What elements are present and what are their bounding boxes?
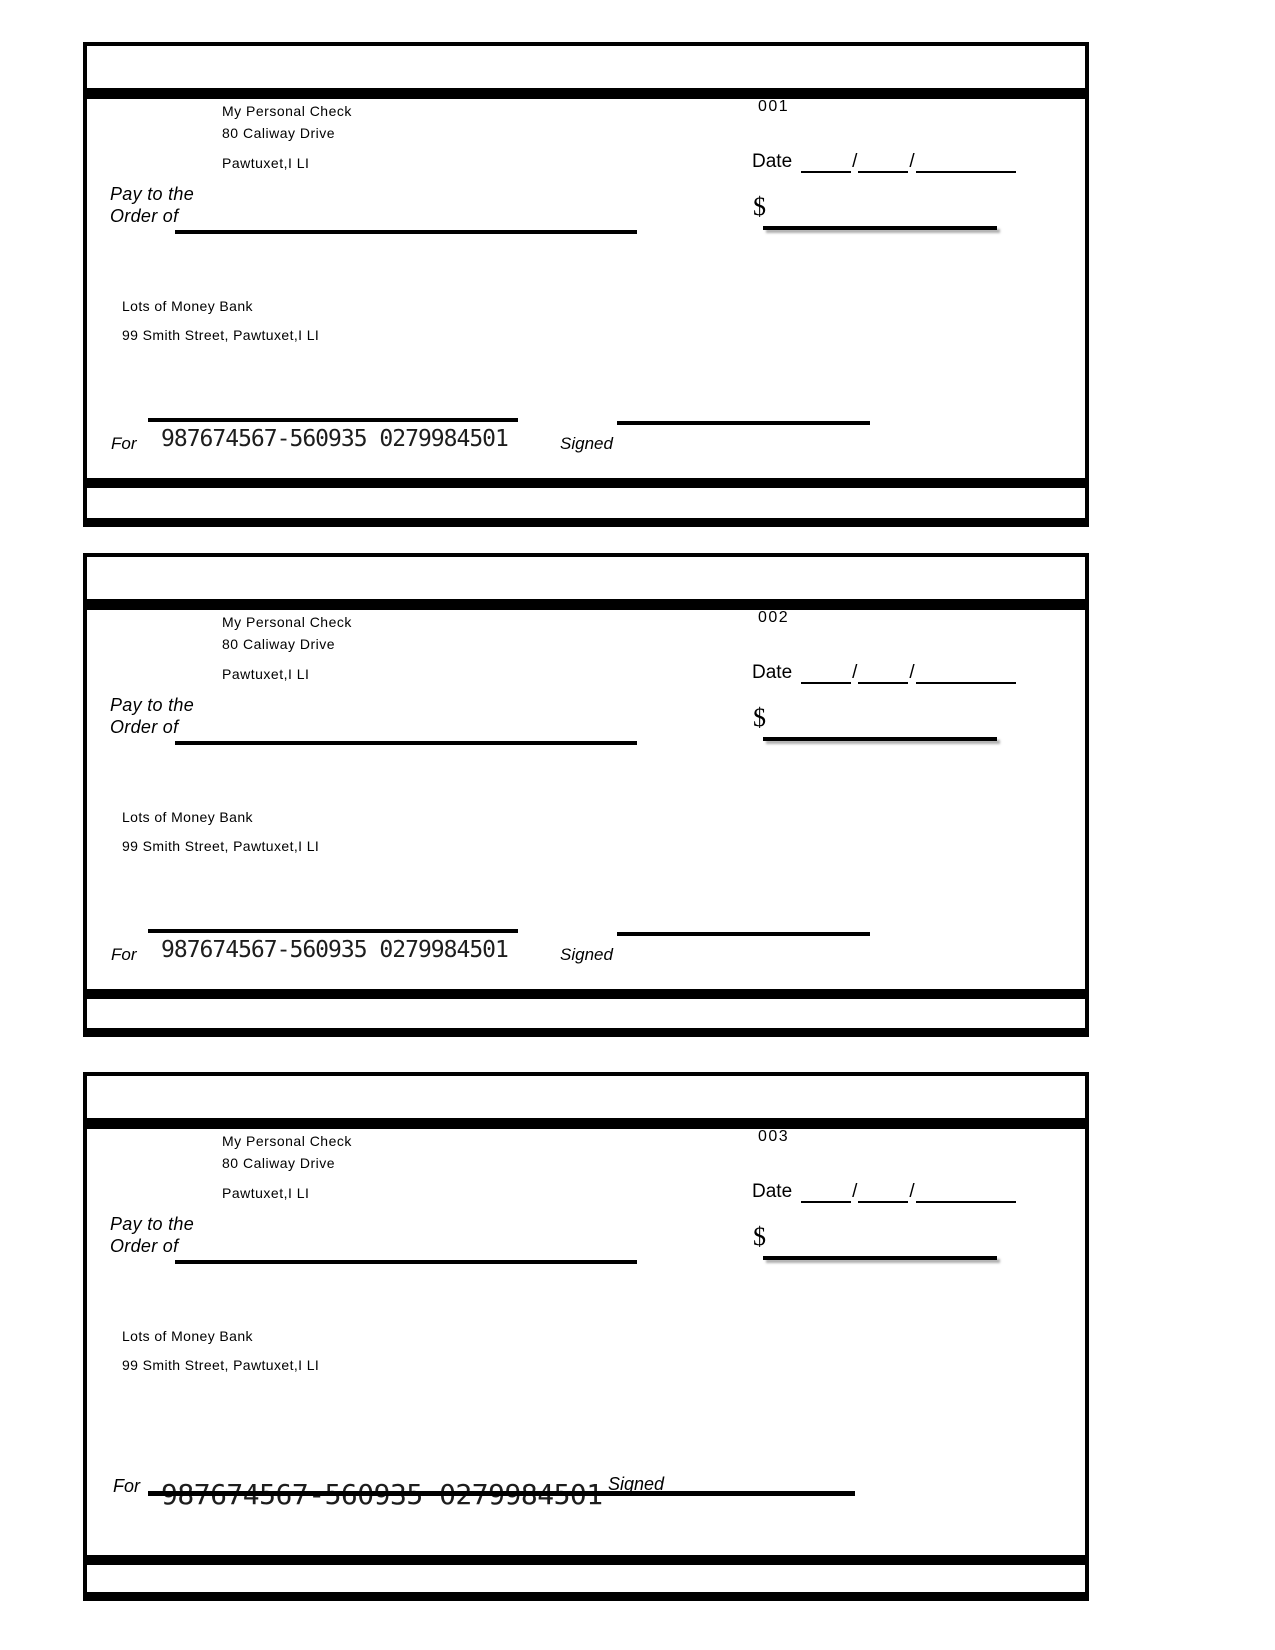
payer-address-2: Pawtuxet,I LI xyxy=(222,155,310,171)
payee-line[interactable] xyxy=(175,1260,637,1264)
check-bottom-band xyxy=(87,478,1085,488)
date-slash: / xyxy=(909,151,915,172)
amount-line[interactable] xyxy=(763,737,997,741)
date-label: Date xyxy=(752,151,793,172)
date-blank-day[interactable] xyxy=(858,1180,908,1203)
date-blank-day[interactable] xyxy=(858,661,908,684)
date-blank-year[interactable] xyxy=(916,150,1016,173)
memo-line[interactable] xyxy=(148,418,518,422)
date-field xyxy=(752,1180,1016,1203)
date-label: Date xyxy=(752,662,793,683)
date-blank-day[interactable] xyxy=(858,150,908,173)
date-slash: / xyxy=(909,1181,915,1202)
for-label: For xyxy=(111,434,137,453)
bank-address: 99 Smith Street, Pawtuxet,I LI xyxy=(122,327,320,343)
date-blank-month[interactable] xyxy=(801,661,851,684)
memo-line[interactable] xyxy=(148,929,518,933)
check-bottom-band xyxy=(87,989,1085,999)
check-top-band xyxy=(87,88,1085,99)
pay-to-the-label: Pay to the xyxy=(110,1214,195,1234)
signature-line[interactable] xyxy=(617,421,870,425)
date-slash: / xyxy=(852,662,858,683)
date-blank-month[interactable] xyxy=(801,150,851,173)
check-card xyxy=(83,1072,1089,1601)
check-top-band xyxy=(87,1118,1085,1129)
date-slash: / xyxy=(852,1181,858,1202)
signed-label: Signed xyxy=(560,945,613,964)
payer-name: My Personal Check xyxy=(222,103,352,119)
memo-signature-line[interactable] xyxy=(148,1491,855,1496)
order-of-label: Order of xyxy=(110,206,179,226)
order-of-label: Order of xyxy=(110,1236,179,1256)
check-number: 002 xyxy=(758,609,790,626)
bank-address: 99 Smith Street, Pawtuxet,I LI xyxy=(122,838,320,854)
dollar-sign: $ xyxy=(753,1222,766,1251)
payee-line[interactable] xyxy=(175,230,637,234)
for-label: For xyxy=(113,1476,140,1496)
micr-number: 987674567-560935 0279984501 xyxy=(161,426,508,452)
date-field xyxy=(752,150,1016,173)
payer-name: My Personal Check xyxy=(222,614,352,630)
signed-label: Signed xyxy=(608,1474,665,1494)
date-slash: / xyxy=(852,151,858,172)
dollar-sign: $ xyxy=(753,703,766,732)
check-number: 001 xyxy=(758,98,790,115)
date-blank-year[interactable] xyxy=(916,1180,1016,1203)
check-bottom-band xyxy=(87,1555,1085,1565)
payer-address-1: 80 Caliway Drive xyxy=(222,1155,336,1171)
amount-line[interactable] xyxy=(763,226,997,230)
order-of-label: Order of xyxy=(110,717,179,737)
check-top-band xyxy=(87,599,1085,610)
date-slash: / xyxy=(909,662,915,683)
date-blank-year[interactable] xyxy=(916,661,1016,684)
pay-to-the-label: Pay to the xyxy=(110,695,195,715)
payer-name: My Personal Check xyxy=(222,1133,352,1149)
payer-address-1: 80 Caliway Drive xyxy=(222,636,336,652)
signature-line[interactable] xyxy=(617,932,870,936)
check-number: 003 xyxy=(758,1128,790,1145)
for-label: For xyxy=(111,945,137,964)
payer-address-1: 80 Caliway Drive xyxy=(222,125,336,141)
payer-address-2: Pawtuxet,I LI xyxy=(222,666,310,682)
date-blank-month[interactable] xyxy=(801,1180,851,1203)
bank-name: Lots of Money Bank xyxy=(122,298,253,314)
payer-address-2: Pawtuxet,I LI xyxy=(222,1185,310,1201)
micr-number: 987674567-560935 0279984501 xyxy=(161,937,508,963)
check-card xyxy=(83,42,1089,527)
date-field xyxy=(752,661,1016,684)
dollar-sign: $ xyxy=(753,192,766,221)
pay-to-the-label: Pay to the xyxy=(110,184,195,204)
payee-line[interactable] xyxy=(175,741,637,745)
date-label: Date xyxy=(752,1181,793,1202)
signed-label: Signed xyxy=(560,434,613,453)
bank-name: Lots of Money Bank xyxy=(122,809,253,825)
bank-address: 99 Smith Street, Pawtuxet,I LI xyxy=(122,1357,320,1373)
amount-line[interactable] xyxy=(763,1256,997,1260)
check-card xyxy=(83,553,1089,1037)
bank-name: Lots of Money Bank xyxy=(122,1328,253,1344)
